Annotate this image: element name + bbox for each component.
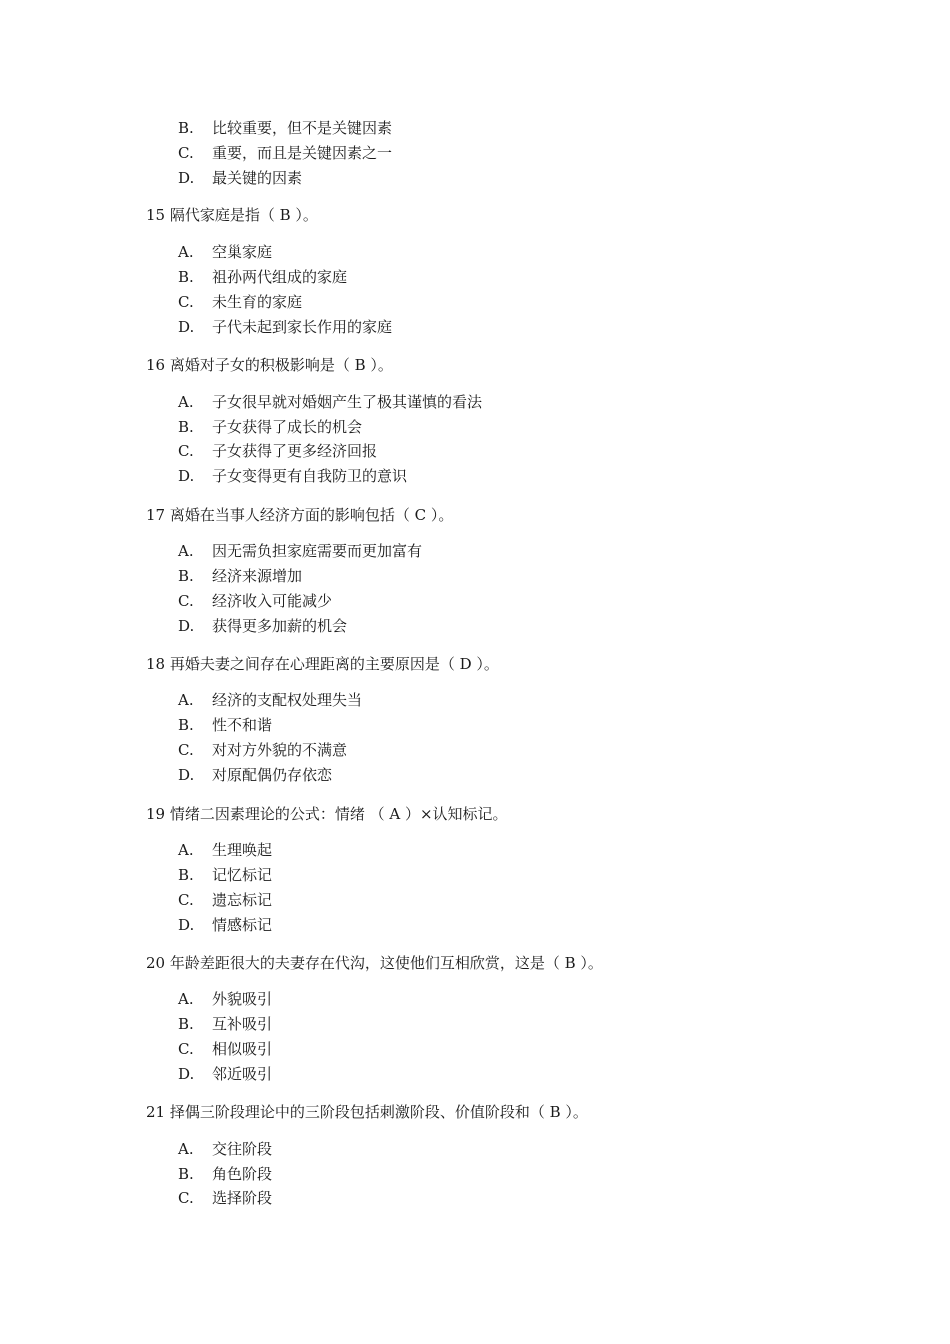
option-text: 选择阶段 [212, 1189, 273, 1207]
option-letter: C. [178, 442, 194, 460]
option-text: 未生育的家庭 [212, 293, 303, 311]
option-letter: D. [178, 318, 195, 336]
option-letter: C. [178, 592, 194, 610]
option-text: 相似吸引 [212, 1040, 273, 1058]
option-letter: B. [178, 1015, 194, 1033]
option-text: 互补吸引 [212, 1015, 273, 1033]
option-text: 经济收入可能减少 [212, 592, 333, 610]
option-text: 经济来源增加 [212, 567, 303, 585]
option-text: 外貌吸引 [212, 990, 273, 1008]
option-letter: C. [178, 144, 194, 162]
question-text: 17 离婚在当事人经济方面的影响包括（ C ）。 [146, 506, 454, 524]
option-text: 子女很早就对婚姻产生了极其谨慎的看法 [212, 393, 483, 411]
question-text: 21 择偶三阶段理论中的三阶段包括刺激阶段、价值阶段和（ B ）。 [146, 1103, 588, 1121]
option-letter: A. [178, 841, 194, 859]
option-text: 性不和谐 [212, 716, 273, 734]
option-letter: C. [178, 1040, 194, 1058]
question-text: 19 情绪二因素理论的公式：情绪 （ A ）×认知标记。 [146, 805, 508, 823]
option-letter: A. [178, 691, 194, 709]
option-text: 对对方外貌的不满意 [212, 741, 348, 759]
option-letter: A. [178, 243, 194, 261]
question-text: 18 再婚夫妻之间存在心理距离的主要原因是（ D ）。 [146, 655, 499, 673]
option-letter: B. [178, 716, 194, 734]
option-letter: A. [178, 542, 194, 560]
option-text: 比较重要，但不是关键因素 [212, 119, 393, 137]
option-text: 情感标记 [212, 916, 273, 934]
option-letter: B. [178, 567, 194, 585]
option-letter: B. [178, 866, 194, 884]
option-letter: B. [178, 268, 194, 286]
option-text: 子女获得了成长的机会 [212, 418, 363, 436]
option-letter: A. [178, 990, 194, 1008]
option-text: 对原配偶仍存依恋 [212, 766, 333, 784]
option-text: 遗忘标记 [212, 891, 273, 909]
question-text: 20 年龄差距很大的夫妻存在代沟，这使他们互相欣赏，这是（ B ）。 [146, 954, 603, 972]
option-letter: A. [178, 393, 194, 411]
option-text: 交往阶段 [212, 1140, 273, 1158]
option-text: 空巢家庭 [212, 243, 273, 261]
option-letter: C. [178, 891, 194, 909]
option-letter: C. [178, 293, 194, 311]
option-text: 邻近吸引 [212, 1065, 273, 1083]
option-text: 因无需负担家庭需要而更加富有 [212, 542, 423, 560]
option-text: 生理唤起 [212, 841, 273, 859]
question-text: 16 离婚对子女的积极影响是（ B ）。 [146, 356, 393, 374]
question-text: 15 隔代家庭是指（ B ）。 [146, 206, 318, 224]
option-letter: B. [178, 119, 194, 137]
option-text: 记忆标记 [212, 866, 273, 884]
option-letter: D. [178, 916, 195, 934]
option-letter: A. [178, 1140, 194, 1158]
option-text: 重要，而且是关键因素之一 [212, 144, 393, 162]
option-text: 经济的支配权处理失当 [212, 691, 363, 709]
option-letter: D. [178, 617, 195, 635]
option-text: 最关键的因素 [212, 169, 303, 187]
option-text: 获得更多加薪的机会 [212, 617, 348, 635]
option-letter: D. [178, 1065, 195, 1083]
option-text: 角色阶段 [212, 1165, 273, 1183]
option-letter: D. [178, 467, 195, 485]
option-text: 子女获得了更多经济回报 [212, 442, 378, 460]
option-text: 子代未起到家长作用的家庭 [212, 318, 393, 336]
option-letter: C. [178, 741, 194, 759]
option-text: 子女变得更有自我防卫的意识 [212, 467, 408, 485]
option-letter: C. [178, 1189, 194, 1207]
option-letter: D. [178, 169, 195, 187]
option-letter: B. [178, 1165, 194, 1183]
option-text: 祖孙两代组成的家庭 [212, 268, 348, 286]
option-letter: B. [178, 418, 194, 436]
option-letter: D. [178, 766, 195, 784]
